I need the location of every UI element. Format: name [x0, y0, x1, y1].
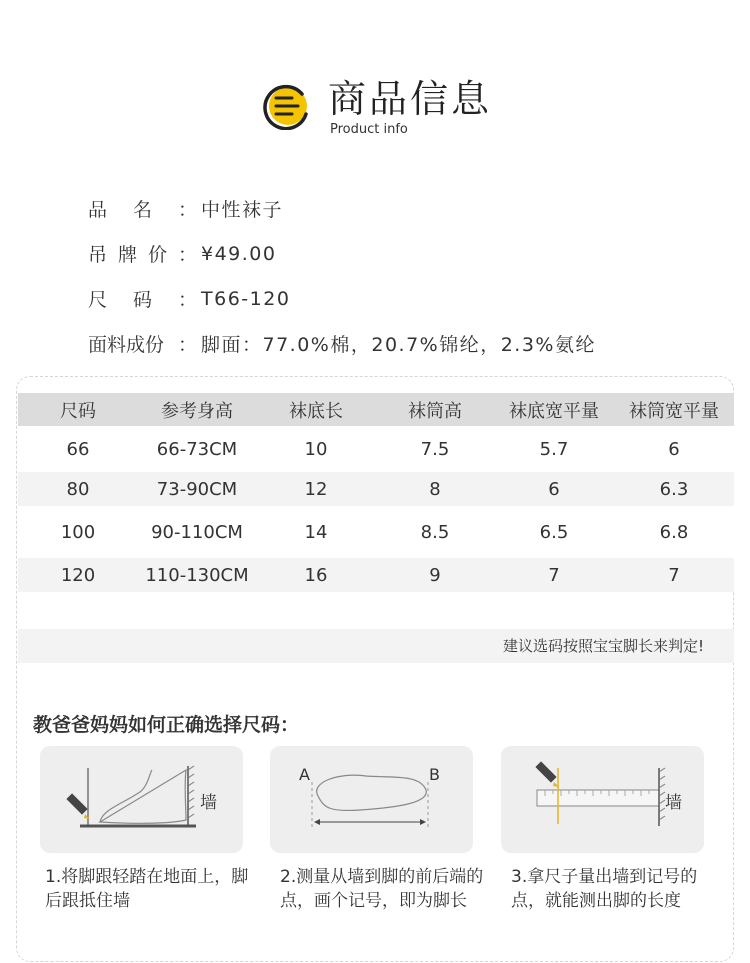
pencil-icon: [66, 793, 90, 819]
table-cell: 10: [304, 438, 328, 460]
point-a-label: A: [299, 765, 310, 784]
page-title: 商品信息: [328, 77, 493, 121]
info-key: 尺 码 ：: [88, 289, 197, 311]
step-1-text: 1.将脚跟轻踏在地面上，脚后跟抵住墙: [45, 867, 249, 911]
table-cell: 100: [60, 521, 96, 543]
table-header-row: [18, 393, 734, 426]
info-key: 吊 牌 价 ：: [88, 244, 197, 266]
table-row: [18, 426, 734, 472]
table-row: [18, 472, 734, 506]
table-cell: 7: [668, 564, 680, 586]
info-row-name: [88, 186, 728, 231]
info-key: 品 名 ：: [88, 199, 197, 221]
table-cell: 14: [304, 521, 328, 543]
point-b-label: B: [429, 765, 440, 784]
table-cell: 6.8: [659, 521, 689, 543]
table-cell: 73-90CM: [156, 478, 238, 500]
table-cell: 12: [304, 478, 328, 500]
table-header-cell: 参考身高: [161, 400, 233, 422]
table-header-cell: 袜筒宽平量: [629, 400, 719, 422]
table-cell: 8: [429, 478, 441, 500]
table-cell: 66-73CM: [156, 438, 238, 460]
step-3-text: 3.拿尺子量出墙到记号的点，就能测出脚的长度: [511, 867, 698, 911]
size-card: [16, 376, 734, 962]
size-table: [18, 393, 734, 592]
table-cell: 8.5: [420, 521, 450, 543]
table-header-cell: 袜底长: [289, 400, 343, 422]
step-2-text: 2.测量从墙到脚的前后端的点，画个记号，即为脚长: [280, 867, 484, 911]
info-value: 脚面：77.0%棉，20.7%锦纶，2.3%氨纶: [201, 334, 596, 356]
table-cell: 16: [304, 564, 328, 586]
table-cell: 90-110CM: [151, 521, 243, 543]
table-cell: 7.5: [420, 438, 450, 460]
step-3-illustration: [501, 746, 704, 853]
product-info-list: [88, 186, 728, 366]
table-cell: 6.3: [659, 478, 689, 500]
document-lines-icon: [262, 84, 312, 130]
table-cell: 6.5: [539, 521, 569, 543]
step-1-illustration: [40, 746, 243, 853]
page-subtitle: Product info: [330, 122, 408, 137]
table-cell: 5.7: [539, 438, 569, 460]
info-value: T66-120: [201, 287, 291, 310]
measure-guide-title: 教爸爸妈妈如何正确选择尺码：: [33, 714, 300, 736]
table-row: [18, 558, 734, 592]
table-cell: 66: [66, 438, 90, 460]
wall-label: 墙: [200, 793, 217, 813]
table-cell: 6: [548, 478, 560, 500]
info-row-size: [88, 276, 728, 321]
info-row-material: [88, 321, 728, 366]
table-header-cell: 袜底宽平量: [509, 400, 599, 422]
product-info-header: [262, 72, 522, 140]
info-value: ¥49.00: [201, 242, 277, 265]
info-row-price: [88, 231, 728, 276]
step-2-illustration: [270, 746, 473, 853]
table-cell: 9: [429, 564, 441, 586]
table-cell: 7: [548, 564, 560, 586]
table-header-cell: 尺码: [60, 400, 96, 422]
info-key: 面料成份 ：: [88, 334, 197, 356]
foot-length-illustration: [270, 746, 473, 853]
table-cell: 80: [66, 478, 90, 500]
table-cell: 110-130CM: [145, 564, 249, 586]
size-advice-note: 建议选码按照宝宝脚长来判定!: [18, 629, 734, 663]
table-cell: 6: [668, 438, 680, 460]
info-value: 中性袜子: [201, 199, 284, 221]
wall-label: 墙: [665, 793, 682, 813]
table-cell: 120: [60, 564, 96, 586]
table-row: [18, 506, 734, 558]
pencil-icon: [535, 761, 559, 787]
table-header-cell: 袜筒高: [408, 400, 462, 422]
